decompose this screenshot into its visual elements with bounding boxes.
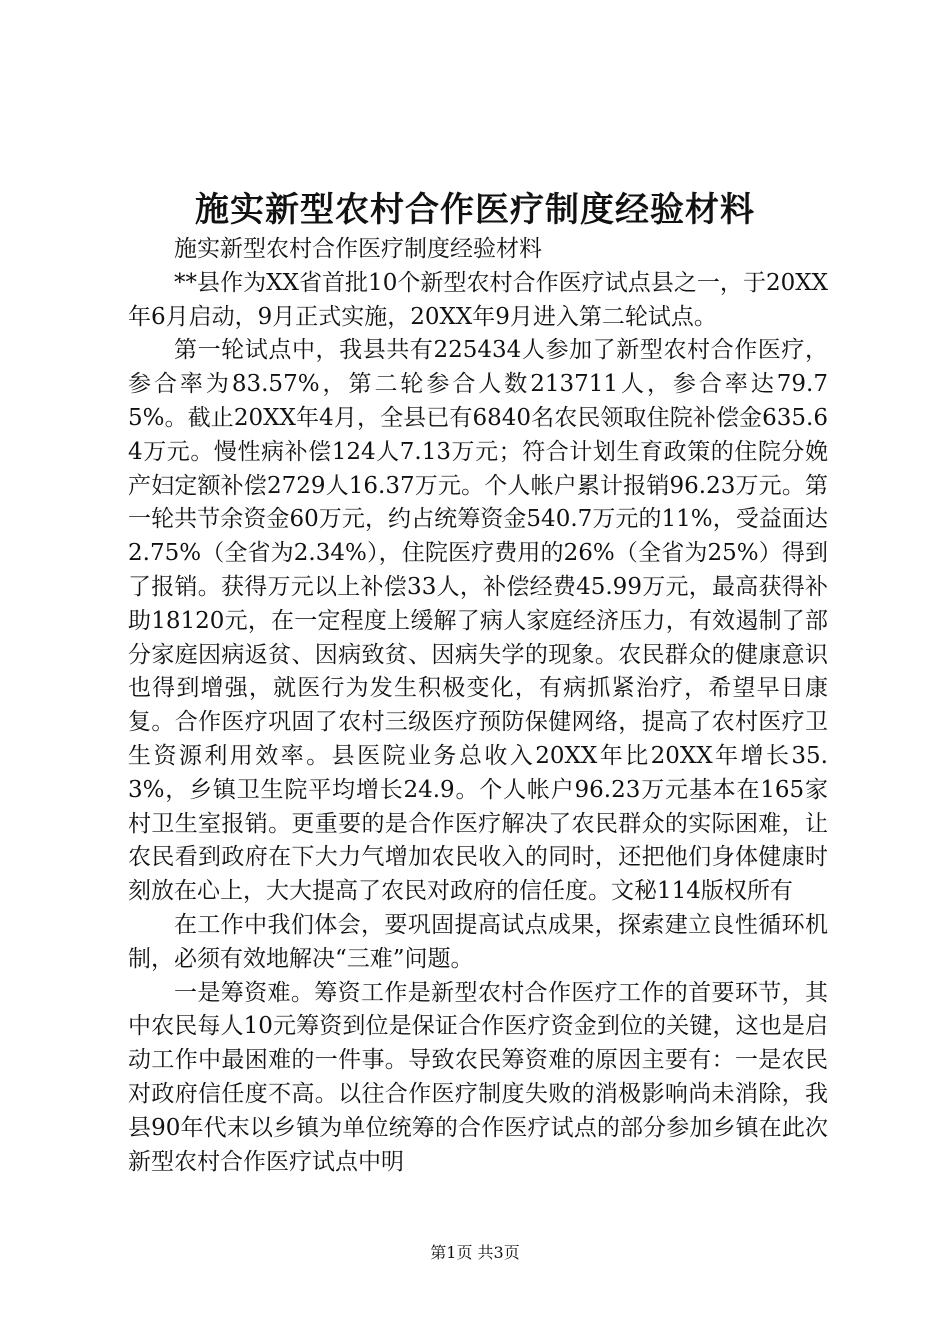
document-title: 施实新型农村合作医疗制度经验材料 [195,190,755,230]
paragraph-experience: 在工作中我们体会，要巩固提高试点成果，探索建立良性循环机制，必须有效地解决“三难”问题。 [128,911,828,972]
paragraph-funding-difficulty: 一是筹资难。筹资工作是新型农村合作医疗工作的首要环节，其中农民每人10元筹资到位是保证合作医疗资金到位的关键，这也是启动工作中最困难的一件事。导致农民筹资难的原因主要有：一是农民对政府信任度不高。以往合作医疗制度失败的消极影响尚未消除，我县90年代末以乡镇为单位统筹的合作医疗试点的部分参加乡镇在此次新型农村合作医疗试点中明 [128,979,828,1175]
paragraph-subtitle: 施实新型农村合作医疗制度经验材料 [174,236,542,262]
document-body [128,233,828,1179]
paragraph-intro: **县作为XX省首批10个新型农村合作医疗试点县之一，于20XX年6月启动，9月正式实施，20XX年9月进入第二轮试点。 [128,269,828,330]
paragraph-results: 第一轮试点中，我县共有225434人参加了新型农村合作医疗，参合率为83.57%，第二轮参合人数213711人，参合率达79.75%。截止20XX年4月，全县已有6840名农民领取住院补偿金635.64万元。慢性病补偿124人7.13万元；符合计划生育政策的住院分娩产妇定额补偿2729人16.37万元。个人帐户累计报销96.23万元。第一轮共节余资金60万元，约占统筹资金540.7万元的11%，受益面达2.75%（全省为2.34%），住院医疗费用的26%（全省为25%）得到了报销。获得万元以上补偿33人，补偿经费45.99万元，最高获得补助18120元，在一定程度上缓解了病人家庭经济压力，有效遏制了部分家庭因病返贫、因病致贫、因病失学的现象。农民群众的健康意识也得到增强，就医行为发生积极变化，有病抓紧治疗，希望早日康复。合作医疗巩固了农村三级医疗预防保健网络，提高了农村医疗卫生资源利用效率。县医院业务总收入20XX年比20XX年增长35.3%，乡镇卫生院平均增长24.9。个人帐户96.23万元基本在165家村卫生室报销。更重要的是合作医疗解决了农民群众的实际困难，让农民看到政府在下大力气增加农民收入的同时，还把他们身体健康时刻放在心上，大大提高了农民对政府的信任度。文秘114版权所有 [128,337,828,905]
page-footer: 第1页 共3页 [430,1243,520,1262]
